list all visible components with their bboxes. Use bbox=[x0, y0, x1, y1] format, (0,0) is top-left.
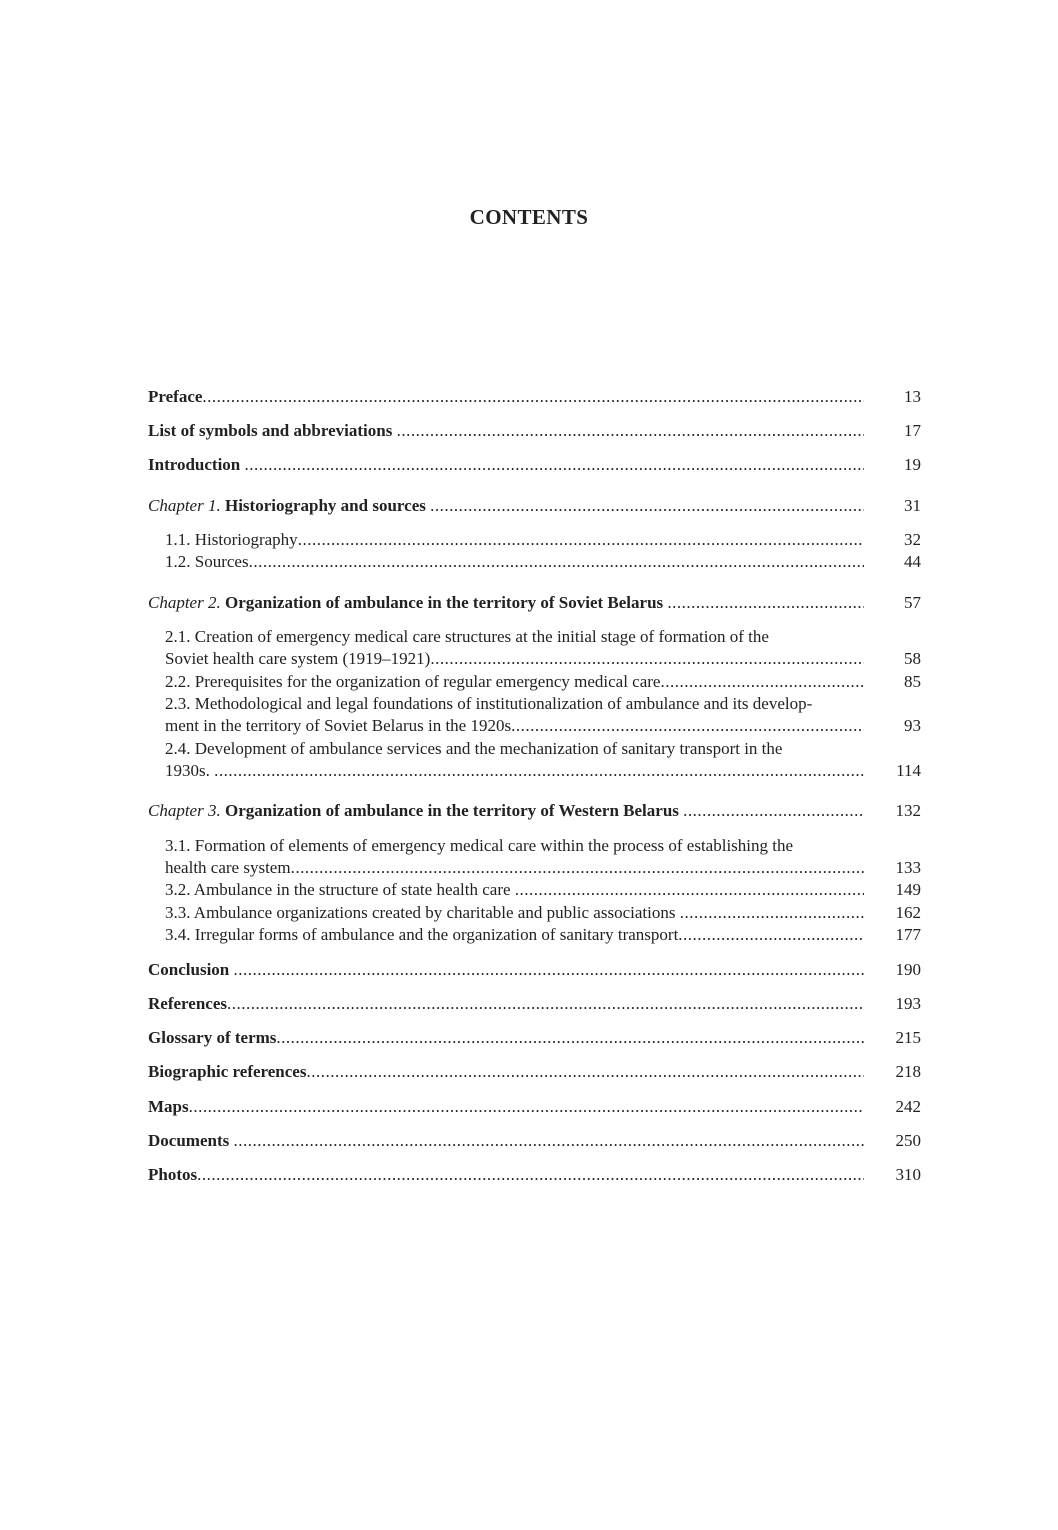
toc-entry-documents[interactable] bbox=[148, 1130, 921, 1152]
toc-label: Soviet health care system (1919–1921) bbox=[165, 649, 431, 668]
page-title: CONTENTS bbox=[469, 205, 589, 229]
toc-entry-3-1[interactable] bbox=[165, 857, 921, 879]
toc-page-number: 310 bbox=[895, 1165, 921, 1184]
toc-label: Biographic references bbox=[148, 1062, 307, 1081]
toc-label: 3.2. Ambulance in the structure of state health care bbox=[165, 880, 511, 899]
toc-page-number: 133 bbox=[895, 858, 921, 877]
toc-page-number: 19 bbox=[904, 455, 921, 474]
toc-label: Organization of ambulance in the territory of Soviet Belarus bbox=[224, 593, 664, 612]
toc-page-number: 13 bbox=[904, 387, 921, 406]
toc-page-number: 177 bbox=[895, 925, 921, 944]
toc-entry-conclusion[interactable] bbox=[148, 959, 921, 981]
chapter-prefix: Chapter 1. bbox=[148, 496, 221, 515]
toc-page-number: 162 bbox=[895, 903, 921, 922]
toc-entry-chapter-2[interactable] bbox=[148, 592, 921, 614]
toc-label: Historiography and sources bbox=[224, 496, 426, 515]
toc-entry-photos[interactable] bbox=[148, 1164, 921, 1186]
toc-label: Documents bbox=[148, 1131, 230, 1150]
toc-entry-chapter-1[interactable] bbox=[148, 495, 921, 517]
toc-page-number: 215 bbox=[895, 1028, 921, 1047]
toc-label: Maps bbox=[148, 1097, 189, 1116]
toc-page-number: 242 bbox=[895, 1097, 921, 1116]
toc-entry-2-1-line1: 2.1. Creation of emergency medical care structures at the initial stage of formation of the bbox=[165, 627, 769, 646]
toc-page-number: 32 bbox=[904, 530, 921, 549]
toc-entry-glossary[interactable] bbox=[148, 1027, 921, 1049]
toc-entry-3-3[interactable] bbox=[165, 902, 921, 924]
toc-label: 1.1. Historiography bbox=[165, 530, 298, 549]
toc-label: 1.2. Sources bbox=[165, 552, 249, 571]
toc-entry-chapter-3[interactable] bbox=[148, 800, 921, 822]
toc-entry-introduction[interactable] bbox=[148, 454, 921, 476]
toc-entry-2-3-line1: 2.3. Methodological and legal foundations of institutionalization of ambulance and its develop- bbox=[165, 694, 813, 713]
toc-entry-preface[interactable] bbox=[148, 386, 921, 408]
toc-entry-1-1[interactable] bbox=[165, 529, 921, 551]
toc-page-number: 149 bbox=[895, 880, 921, 899]
toc-page-number: 85 bbox=[904, 672, 921, 691]
toc-entry-2-2[interactable] bbox=[165, 671, 921, 693]
toc-page-number: 17 bbox=[904, 421, 921, 440]
toc-label: Organization of ambulance in the territory of Western Belarus bbox=[224, 801, 679, 820]
toc-label: 3.3. Ambulance organizations created by charitable and public associations bbox=[165, 903, 676, 922]
toc-label: List of symbols and abbreviations bbox=[148, 421, 393, 440]
chapter-prefix: Chapter 2. bbox=[148, 593, 221, 612]
toc-entry-2-4[interactable] bbox=[165, 760, 921, 782]
toc-label: 3.4. Irregular forms of ambulance and the organization of sanitary transport bbox=[165, 925, 679, 944]
toc-page-number: 93 bbox=[904, 716, 921, 735]
toc-label: 2.2. Prerequisites for the organization of regular emergency medical care bbox=[165, 672, 661, 691]
toc-label: Conclusion bbox=[148, 960, 230, 979]
toc-label: 1930s. bbox=[165, 761, 210, 780]
toc-page-number: 250 bbox=[895, 1131, 921, 1150]
toc-label: Photos bbox=[148, 1165, 198, 1184]
chapter-prefix: Chapter 3. bbox=[148, 801, 221, 820]
toc-label: Glossary of terms bbox=[148, 1028, 277, 1047]
toc-page-number: 44 bbox=[904, 552, 921, 571]
toc-label: health care system bbox=[165, 858, 291, 877]
toc-entry-3-1-line1: 3.1. Formation of elements of emergency medical care within the process of establishing the bbox=[165, 836, 794, 855]
toc-entry-3-4[interactable] bbox=[165, 924, 921, 946]
toc-entry-2-3[interactable] bbox=[165, 715, 921, 737]
toc-page-number: 31 bbox=[904, 496, 921, 515]
toc-label: Introduction bbox=[148, 455, 241, 474]
toc-label: ment in the territory of Soviet Belarus in the 1920s bbox=[165, 716, 512, 735]
toc-entry-2-1[interactable] bbox=[165, 648, 921, 670]
toc-page-number: 193 bbox=[895, 994, 921, 1013]
toc-page-number: 132 bbox=[895, 801, 921, 820]
toc-page-number: 58 bbox=[904, 649, 921, 668]
toc-entry-3-2[interactable] bbox=[165, 879, 921, 901]
toc-entry-biographic[interactable] bbox=[148, 1061, 921, 1083]
toc-page-number: 190 bbox=[895, 960, 921, 979]
toc-entry-maps[interactable] bbox=[148, 1096, 921, 1118]
toc-entry-1-2[interactable] bbox=[165, 551, 921, 573]
toc-label: References bbox=[148, 994, 227, 1013]
toc-page-number: 218 bbox=[895, 1062, 921, 1081]
toc-page-number: 57 bbox=[904, 593, 921, 612]
toc-entry-symbols[interactable] bbox=[148, 420, 921, 442]
toc-label: Preface bbox=[148, 387, 203, 406]
toc-page-number: 114 bbox=[896, 761, 921, 780]
toc-entry-references[interactable] bbox=[148, 993, 921, 1015]
toc-entry-2-4-line1: 2.4. Development of ambulance services and the mechanization of sanitary transport in the bbox=[165, 739, 783, 758]
